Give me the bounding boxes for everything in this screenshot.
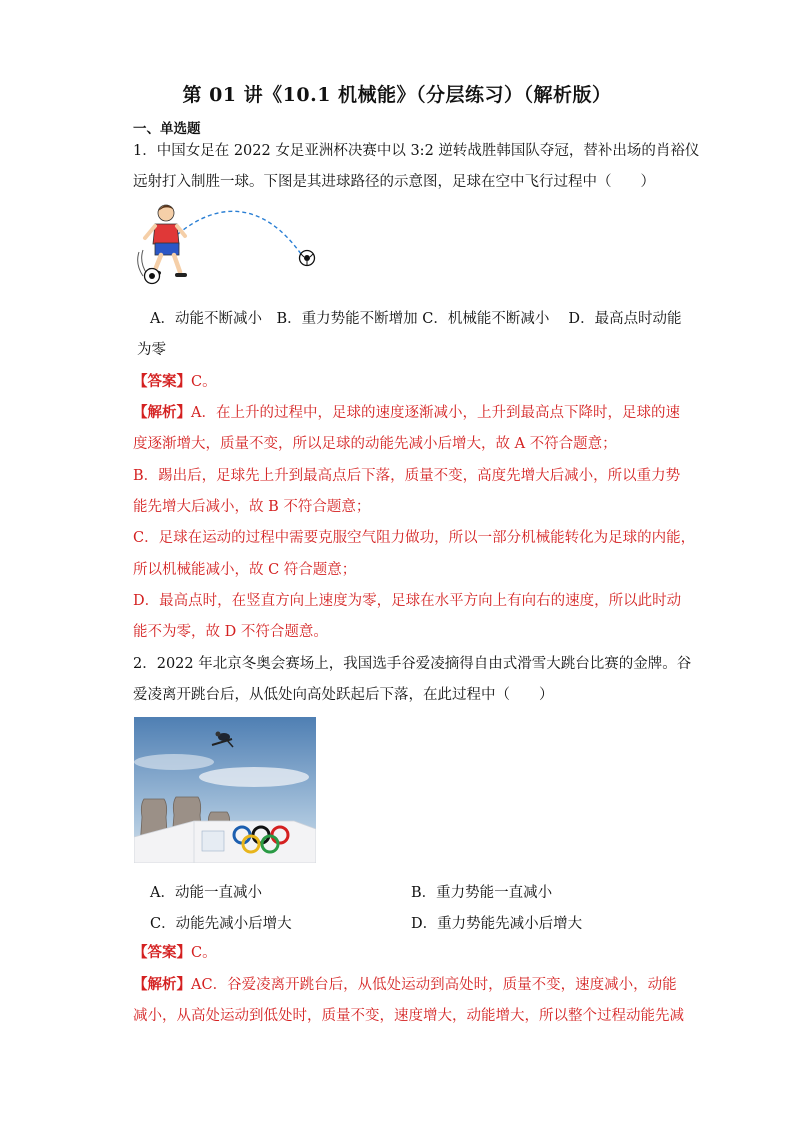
q1-analysis-line3: B．踢出后，足球先上升到最高点后下落，质量不变，高度先增大后减小，所以重力势 (133, 468, 681, 484)
trajectory-path (178, 211, 301, 254)
q2-analysis-line1: 【解析】AC．谷爱凌离开跳台后，从低处运动到高处时，质量不变，速度减小，动能 (133, 976, 677, 993)
beijing-emblem-icon (202, 831, 224, 851)
q1-analysis-line4: 能先增大后减小，故 B 不符合题意； (133, 499, 371, 515)
q1-analysis-line1: 【解析】A．在上升的过程中，足球的速度逐渐减小，上升到最高点下降时，足球的速 (133, 404, 680, 421)
ski-jump-photo (134, 717, 316, 863)
q2-analysis-tag: 【解析】 (133, 976, 191, 993)
q1-stem-line1: 1．中国女足在 2022 女足亚洲杯决赛中以 3:2 逆转战胜韩国队夺冠，替补出场的肖裕仪 (133, 143, 700, 159)
q1-analysis-line7: D．最高点时，在竖直方向上速度为零，足球在水平方向上有向右的速度，所以此时动 (133, 593, 682, 609)
q2-answer (133, 943, 673, 963)
q2-option-c: C．动能先减小后增大 (150, 916, 292, 932)
q2-answer-tag: 【答案】 (133, 944, 191, 961)
q2-option-a: A．动能一直减小 (150, 885, 262, 901)
q1-answer (133, 372, 673, 392)
q1-analysis-line5: C．足球在运动的过程中需要克服空气阻力做功，所以一部分机械能转化为足球的内能， (133, 530, 696, 546)
q1-answer-tag: 【答案】 (133, 373, 191, 390)
q1-analysis-line6: 所以机械能减小，故 C 符合题意； (133, 562, 357, 578)
q2-stem-line1: 2．2022 年北京冬奥会赛场上，我国选手谷爱凌摘得自由式滑雪大跳台比赛的金牌。谷 (133, 656, 692, 672)
q1-analysis-tag: 【解析】 (133, 404, 191, 421)
q1-answer-value: C。 (191, 374, 217, 390)
q1-analysis-line8: 能不为零，故 D 不符合题意。 (133, 624, 328, 640)
q1-options-line1: A．动能不断减小 B．重力势能不断增加 C．机械能不断减小 D．最高点时动能 (150, 311, 682, 327)
q1-options-line2: 为零 (137, 342, 166, 358)
q2-analysis-line2: 减小，从高处运动到低处时，质量不变，速度增大，动能增大，所以整个过程动能先减 (133, 1008, 684, 1024)
soccer-trajectory-figure (133, 196, 328, 296)
q1-stem-line2: 远射打入制胜一球。下图是其进球路径的示意图，足球在空中飞行过程中（ ） (133, 174, 655, 190)
soccer-player (138, 205, 185, 276)
soccer-ball-end (300, 251, 315, 266)
section-heading: 一、单选题 (133, 121, 201, 137)
q1-analysis-line2: 度逐渐增大，质量不变，所以足球的动能先减小后增大，故 A 不符合题意； (133, 436, 617, 452)
q2-stem-line2: 爱凌离开跳台后，从低处向高处跃起后下落，在此过程中（ ） (133, 687, 554, 703)
q2-option-b: B．重力势能一直减小 (411, 885, 553, 901)
page-title: 第 01 讲《10.1 机械能》（分层练习）（解析版） (182, 84, 612, 106)
q2-option-d: D．重力势能先减小后增大 (411, 916, 583, 932)
soccer-ball-start (145, 269, 160, 284)
q2-answer-value: C。 (191, 945, 217, 961)
